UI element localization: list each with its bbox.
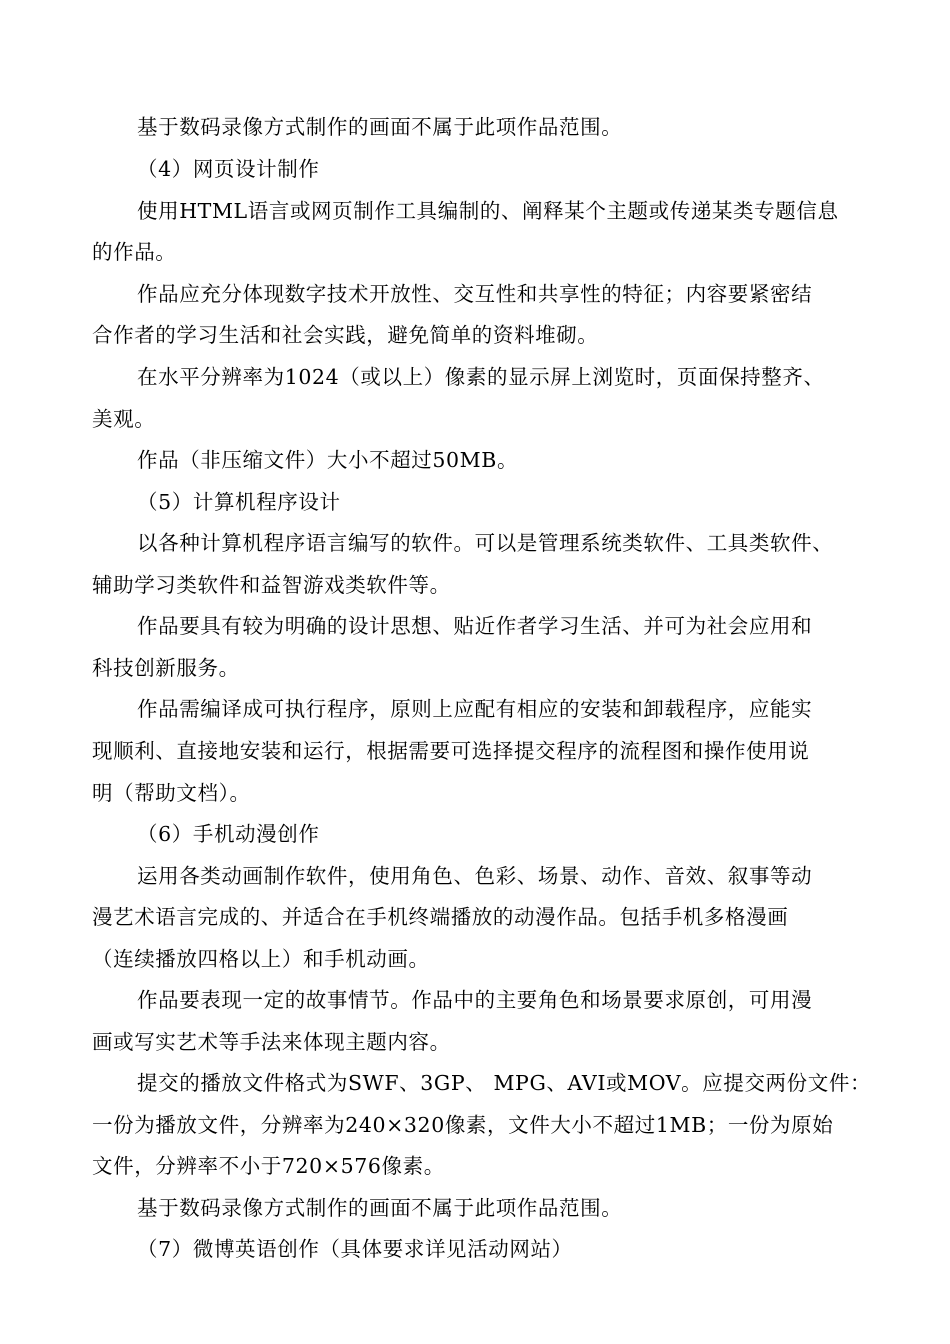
paragraph-line: 使用HTML语言或网页制作工具编制的、阐释某个主题或传递某类专题信息 — [137, 199, 839, 223]
paragraph-line: 在水平分辨率为1024（或以上）像素的显示屏上浏览时，页面保持整齐、 — [137, 365, 825, 389]
paragraph-line: 作品（非压缩文件）大小不超过50MB。 — [137, 448, 519, 472]
paragraph-line: 作品需编译成可执行程序，原则上应配有相应的安装和卸载程序，应能实 — [137, 697, 813, 721]
paragraph-line: 基于数码录像方式制作的画面不属于此项作品范围。 — [137, 1196, 623, 1220]
paragraph-line: 合作者的学习生活和社会实践，避免简单的资料堆砌。 — [92, 323, 599, 347]
paragraph-line: 以各种计算机程序语言编写的软件。可以是管理系统类软件、工具类软件、 — [137, 531, 834, 555]
section-heading-weibo-english: （7）微博英语创作（具体要求详见活动网站） — [137, 1237, 573, 1261]
paragraph-line: 作品要具有较为明确的设计思想、贴近作者学习生活、并可为社会应用和 — [137, 614, 813, 638]
paragraph-line: 画或写实艺术等手法来体现主题内容。 — [92, 1030, 451, 1054]
section-heading-programming: （5）计算机程序设计 — [137, 490, 341, 514]
paragraph-line: 提交的播放文件格式为SWF、3GP、 MPG、AVI或MOV。应提交两份文件： — [137, 1071, 872, 1095]
paragraph-line: 现顺利、直接地安装和运行，根据需要可选择提交程序的流程图和操作使用说 — [92, 739, 810, 763]
paragraph-line: 科技创新服务。 — [92, 656, 240, 680]
paragraph-line: 文件，分辨率不小于720×576像素。 — [92, 1154, 445, 1178]
paragraph-line: 漫艺术语言完成的、并适合在手机终端播放的动漫作品。包括手机多格漫画 — [92, 905, 789, 929]
paragraph-line: 运用各类动画制作软件，使用角色、色彩、场景、动作、音效、叙事等动 — [137, 864, 813, 888]
section-heading-web-design: （4）网页设计制作 — [137, 157, 320, 181]
paragraph-line: 作品应充分体现数字技术开放性、交互性和共享性的特征；内容要紧密结 — [137, 282, 813, 306]
paragraph-line: 一份为播放文件，分辨率为240×320像素，文件大小不超过1MB；一份为原始 — [92, 1113, 834, 1137]
paragraph-line: 基于数码录像方式制作的画面不属于此项作品范围。 — [137, 115, 623, 139]
paragraph-line: （连续播放四格以上）和手机动画。 — [92, 947, 430, 971]
paragraph-line: 的作品。 — [92, 240, 177, 264]
paragraph-line: 明（帮助文档）。 — [92, 781, 251, 805]
paragraph-line: 美观。 — [92, 407, 156, 431]
section-heading-mobile-animation: （6）手机动漫创作 — [137, 822, 320, 846]
paragraph-line: 辅助学习类软件和益智游戏类软件等。 — [92, 573, 451, 597]
paragraph-line: 作品要表现一定的故事情节。作品中的主要角色和场景要求原创，可用漫 — [137, 988, 813, 1012]
